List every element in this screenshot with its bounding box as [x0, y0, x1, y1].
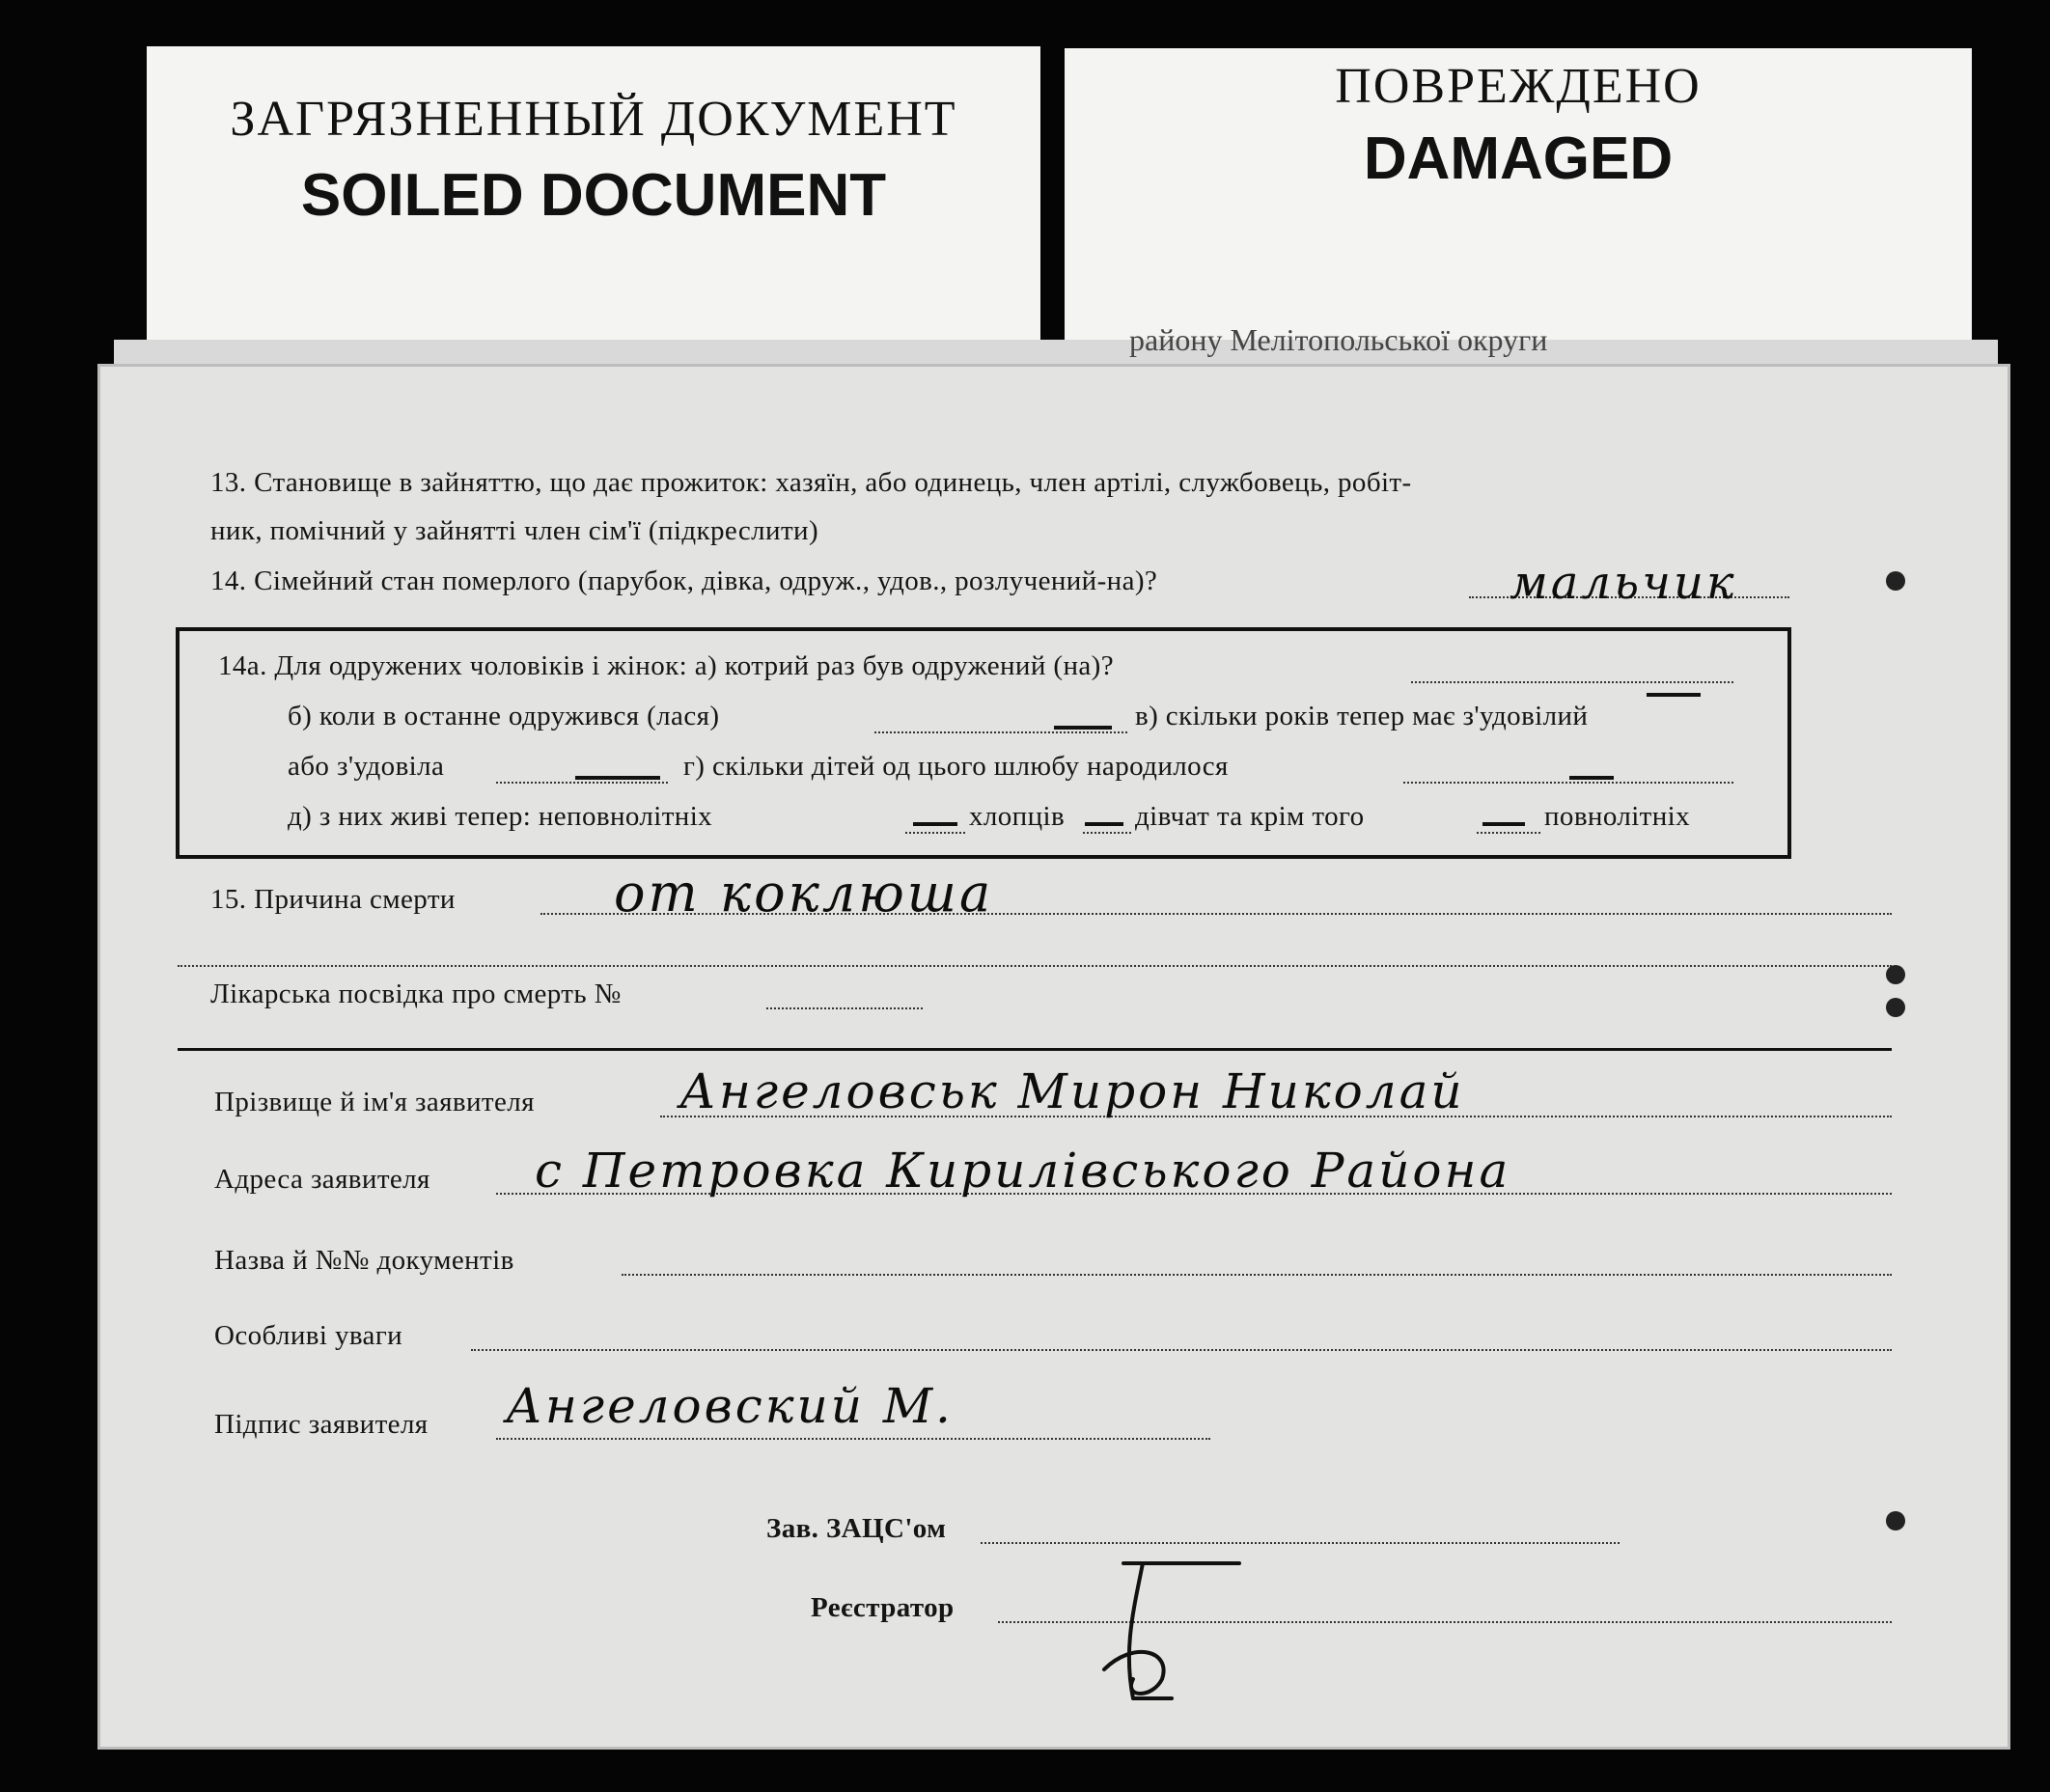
q14a-a-dash — [1647, 693, 1701, 697]
q14a-line1: 14а. Для одружених чоловіків і жінок: а) котрий раз був одружений (на)? — [218, 650, 1114, 681]
q14a-g-dash — [1569, 776, 1614, 780]
applicant-signature: Ангеловский М. — [506, 1378, 954, 1434]
documents-line — [622, 1274, 1892, 1276]
q13-line1: 13. Становище в зайняттю, що дає прожиток: хазяїн, або одинець, член артілі, службовець, робіт- — [210, 467, 1412, 498]
q13-line2: ник, помічний у зайнятті член сім'ї (підкреслити) — [210, 515, 819, 546]
damaged-document-label — [1065, 48, 1972, 357]
q14a-girls-dash — [1085, 822, 1123, 826]
q14a-b-line — [874, 731, 1127, 733]
signature-label: Підпис заявителя — [214, 1409, 429, 1440]
q14a-girls-label: дівчат та крім того — [1135, 801, 1365, 832]
q14a-b-dash — [1054, 726, 1112, 730]
death-record-form — [100, 367, 2008, 1747]
soiled-label-en: SOILED DOCUMENT — [300, 162, 887, 229]
q14a-boys-label: хлопців — [969, 801, 1066, 832]
soiled-label-ru: ЗАГРЯЗНЕННЫЙ ДОКУМЕНТ — [230, 92, 957, 147]
applicant-name-label: Прізвище й ім'я заявителя — [214, 1087, 535, 1117]
q14-label: 14. Сімейний стан померлого (парубок, дівка, одруж., удов., розлучений-на)? — [210, 565, 1158, 596]
notes-label: Особливі уваги — [214, 1320, 403, 1351]
binding-hole — [1886, 998, 1905, 1017]
q15-answer-line-2 — [178, 965, 1892, 967]
soiled-document-label — [147, 46, 1040, 357]
q14a-adults-label: повнолітніх — [1544, 801, 1691, 832]
q14a-abo-label: або з'удовіла — [288, 751, 445, 782]
med-cert-label: Лікарська посвідка про смерть № — [210, 979, 622, 1009]
q14a-d-label: д) з них живі тепер: неповнолітніх — [288, 801, 713, 832]
q14a-adults-line — [1477, 832, 1540, 834]
binding-hole — [1886, 571, 1905, 591]
underlying-sheet-header: району Мелітопольської округи — [1129, 322, 1548, 357]
q14a-box — [176, 627, 1791, 859]
notes-line — [471, 1349, 1892, 1351]
head-line — [981, 1542, 1620, 1544]
applicant-address-label: Адреса заявителя — [214, 1164, 430, 1195]
q15-label: 15. Причина смерти — [210, 884, 456, 915]
binding-hole — [1886, 965, 1905, 984]
head-label: Зав. ЗАЦС'ом — [766, 1513, 947, 1544]
damaged-label-en: DAMAGED — [1363, 125, 1674, 192]
q14a-abo-dash — [575, 776, 660, 780]
q14a-boys-dash — [913, 822, 957, 826]
binding-hole — [1886, 1511, 1905, 1530]
q14a-b-label: б) коли в останне одружився (лася) — [288, 701, 720, 731]
q14a-v-label: в) скільки років тепер має з'удовілий — [1135, 701, 1589, 731]
q14a-adults-dash — [1482, 822, 1525, 826]
section-divider — [178, 1048, 1892, 1051]
q14a-d-line — [905, 832, 965, 834]
signature-line — [496, 1438, 1210, 1440]
applicant-address-answer: с Петровка Кирилівського Района — [535, 1143, 1511, 1199]
med-cert-line — [766, 1007, 923, 1009]
registrar-signature — [1066, 1554, 1259, 1718]
q14-answer: мальчик — [1510, 556, 1737, 610]
damaged-label-ru: ПОВРЕЖДЕНО — [1335, 59, 1702, 114]
q14a-g-line — [1403, 782, 1733, 784]
q14a-g-label: г) скільки дітей од цього шлюбу народилося — [683, 751, 1229, 782]
q14a-a-line — [1411, 681, 1733, 683]
documents-label: Назва й №№ документів — [214, 1245, 514, 1276]
q15-answer: от коклюша — [614, 863, 994, 924]
q14a-girls-line — [1083, 832, 1131, 834]
applicant-name-answer: Ангеловськ Мирон Николай — [679, 1063, 1465, 1119]
registrar-label: Реєстратор — [811, 1592, 955, 1623]
q14a-abo-line — [496, 782, 668, 784]
